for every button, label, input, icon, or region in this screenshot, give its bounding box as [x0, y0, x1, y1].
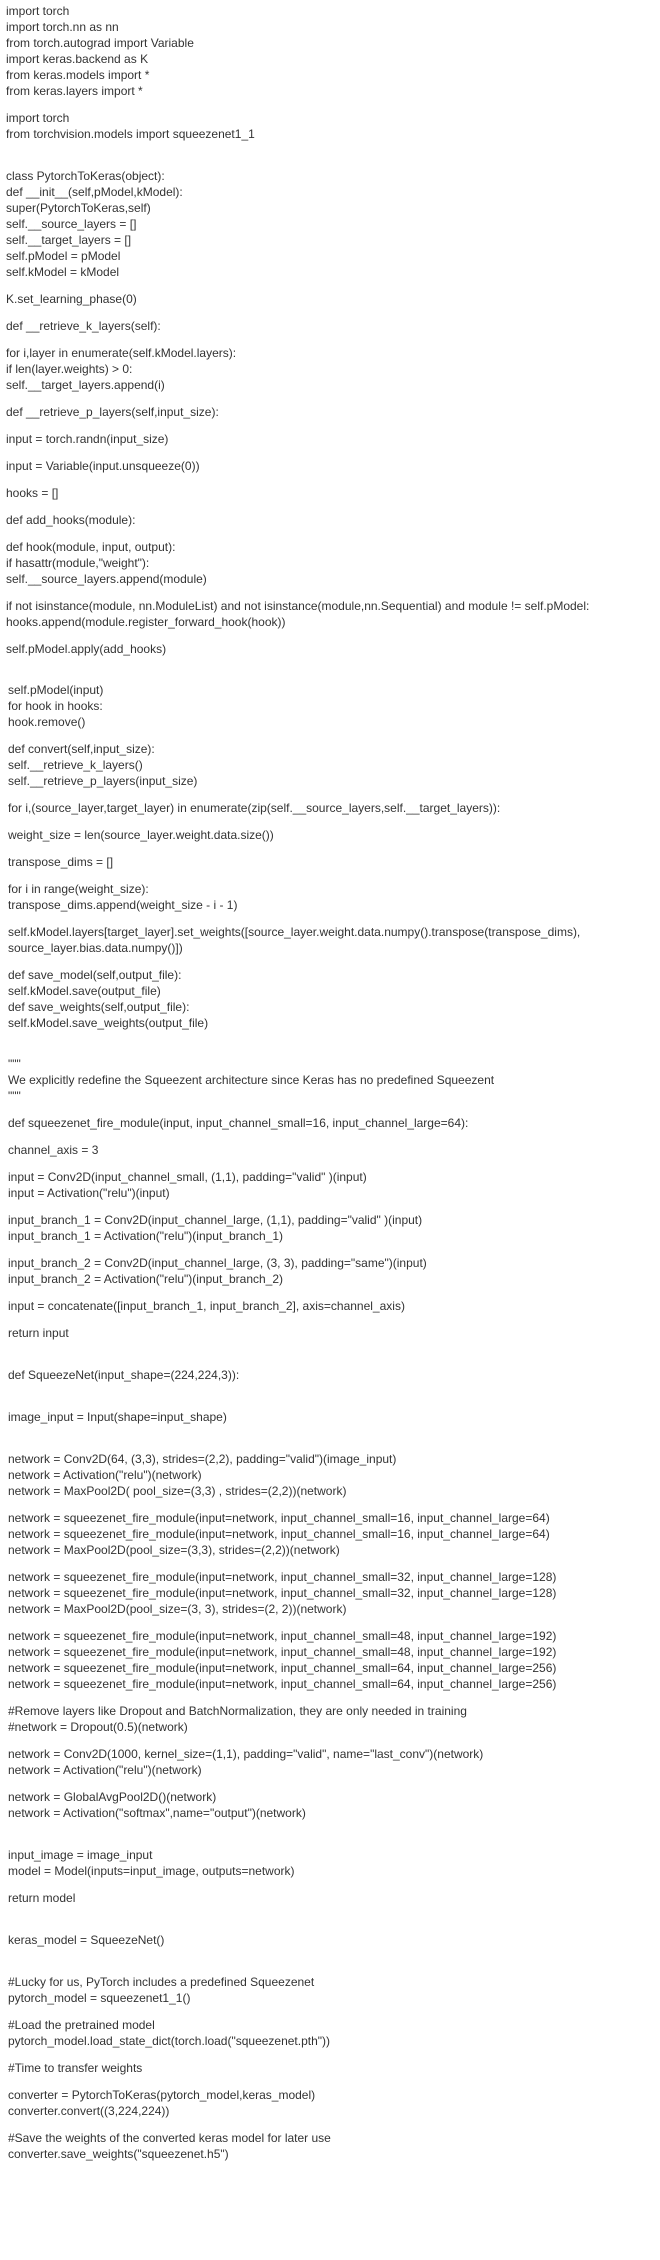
code-line: network = squeezenet_fire_module(input=network, input_channel_small=32, input_channel_large=128) — [8, 1570, 557, 1584]
code-line: #Load the pretrained model — [8, 2018, 155, 2032]
code-line: network = MaxPool2D(pool_size=(3,3), strides=(2,2))(network) — [8, 1543, 340, 1557]
code-line: input_branch_1 = Conv2D(input_channel_large, (1,1), padding="valid" )(input) — [8, 1213, 423, 1227]
code-line: if len(layer.weights) > 0: — [6, 362, 133, 376]
code-line: converter.save_weights("squeezenet.h5") — [8, 2147, 229, 2161]
code-line: self.pModel(input) — [8, 683, 104, 697]
code-line: from torch.autograd import Variable — [6, 36, 194, 50]
code-line: channel_axis = 3 — [8, 1143, 99, 1157]
code-line: super(PytorchToKeras,self) — [6, 201, 151, 215]
code-line: input_image = image_input — [8, 1848, 153, 1862]
code-line: import torch — [6, 4, 70, 18]
code-line: from torchvision.models import squeezenet1_1 — [6, 127, 255, 141]
code-line: input = concatenate([input_branch_1, input_branch_2], axis=channel_axis) — [8, 1299, 405, 1313]
code-line: self.kModel.layers[target_layer].set_weights([source_layer.weight.data.numpy().transpose(transpose_dims), — [8, 925, 581, 939]
code-line: network = squeezenet_fire_module(input=network, input_channel_small=16, input_channel_large=64) — [8, 1511, 550, 1525]
code-line: #Remove layers like Dropout and BatchNormalization, they are only needed in training — [8, 1704, 467, 1718]
code-line: def hook(module, input, output): — [6, 540, 176, 554]
code-line: #Time to transfer weights — [8, 2061, 143, 2075]
code-line: return model — [8, 1891, 76, 1905]
code-line: import torch.nn as nn — [6, 20, 119, 34]
code-line: pytorch_model = squeezenet1_1() — [8, 1991, 191, 2005]
code-line: import keras.backend as K — [6, 52, 149, 66]
code-line: self.__retrieve_p_layers(input_size) — [8, 774, 198, 788]
code-line: from keras.models import * — [6, 68, 150, 82]
code-line: """ — [8, 1089, 21, 1103]
code-line: network = MaxPool2D( pool_size=(3,3) , strides=(2,2))(network) — [8, 1484, 347, 1498]
code-line: def __init__(self,pModel,kModel): — [6, 185, 183, 199]
code-line: input = torch.randn(input_size) — [6, 432, 169, 446]
code-line: self.kModel = kModel — [6, 265, 120, 279]
code-line: self.__source_layers = [] — [6, 217, 137, 231]
code-line: network = Conv2D(1000, kernel_size=(1,1), padding="valid", name="last_conv")(network) — [8, 1747, 484, 1761]
code-line: self.__source_layers.append(module) — [6, 572, 207, 586]
code-line: K.set_learning_phase(0) — [6, 292, 137, 306]
code-line: weight_size = len(source_layer.weight.data.size()) — [8, 828, 274, 842]
code-line: image_input = Input(shape=input_shape) — [8, 1410, 227, 1424]
code-line: keras_model = SqueezeNet() — [8, 1933, 165, 1947]
code-line: input_branch_2 = Activation("relu")(input_branch_2) — [8, 1272, 284, 1286]
code-line: def __retrieve_p_layers(self,input_size): — [6, 405, 219, 419]
code-line: input = Activation("relu")(input) — [8, 1186, 170, 1200]
code-line: def squeezenet_fire_module(input, input_channel_small=16, input_channel_large=64): — [8, 1116, 469, 1130]
code-line: input_branch_1 = Activation("relu")(input_branch_1) — [8, 1229, 284, 1243]
code-line: #network = Dropout(0.5)(network) — [8, 1720, 188, 1734]
code-line: for i,(source_layer,target_layer) in enumerate(zip(self.__source_layers,self.__target_layers)): — [8, 801, 501, 815]
code-line: network = Conv2D(64, (3,3), strides=(2,2), padding="valid")(image_input) — [8, 1452, 397, 1466]
code-line: def __retrieve_k_layers(self): — [6, 319, 161, 333]
code-line: network = squeezenet_fire_module(input=network, input_channel_small=48, input_channel_large=192) — [8, 1629, 557, 1643]
code-line: model = Model(inputs=input_image, outputs=network) — [8, 1864, 295, 1878]
code-line: """ — [8, 1057, 21, 1071]
code-line: converter = PytorchToKeras(pytorch_model,keras_model) — [8, 2088, 316, 2102]
code-line: self.pModel = pModel — [6, 249, 121, 263]
code-line: for i in range(weight_size): — [8, 882, 149, 896]
code-line: from keras.layers import * — [6, 84, 143, 98]
code-line: network = squeezenet_fire_module(input=network, input_channel_small=64, input_channel_large=256) — [8, 1677, 557, 1691]
code-line: #Lucky for us, PyTorch includes a predefined Squeezenet — [8, 1975, 315, 1989]
code-line: self.kModel.save_weights(output_file) — [8, 1016, 209, 1030]
code-line: #Save the weights of the converted keras model for later use — [8, 2131, 331, 2145]
code-line: if not isinstance(module, nn.ModuleList) and not isinstance(module,nn.Sequential) and module != self.pModel: — [6, 599, 590, 613]
code-line: hooks.append(module.register_forward_hook(hook)) — [6, 615, 286, 629]
code-line: import torch — [6, 111, 70, 125]
code-line: network = GlobalAvgPool2D()(network) — [8, 1790, 217, 1804]
code-line: network = MaxPool2D(pool_size=(3, 3), strides=(2, 2))(network) — [8, 1602, 347, 1616]
code-line: def add_hooks(module): — [6, 513, 136, 527]
code-line: hooks = [] — [6, 486, 59, 500]
code-line: converter.convert((3,224,224)) — [8, 2104, 170, 2118]
code-line: network = squeezenet_fire_module(input=network, input_channel_small=64, input_channel_large=256) — [8, 1661, 557, 1675]
code-line: network = squeezenet_fire_module(input=network, input_channel_small=48, input_channel_large=192) — [8, 1645, 557, 1659]
code-line: for i,layer in enumerate(self.kModel.layers): — [6, 346, 237, 360]
code-line: def save_model(self,output_file): — [8, 968, 182, 982]
code-line: network = squeezenet_fire_module(input=network, input_channel_small=16, input_channel_large=64) — [8, 1527, 550, 1541]
code-line: def SqueezeNet(input_shape=(224,224,3)): — [8, 1368, 240, 1382]
code-line: pytorch_model.load_state_dict(torch.load("squeezenet.pth")) — [8, 2034, 331, 2048]
code-line: return input — [8, 1326, 69, 1340]
code-line: for hook in hooks: — [8, 699, 103, 713]
code-line: input_branch_2 = Conv2D(input_channel_large, (3, 3), padding="same")(input) — [8, 1256, 427, 1270]
code-line: self.__retrieve_k_layers() — [8, 758, 143, 772]
code-line: network = Activation("relu")(network) — [8, 1468, 202, 1482]
code-line: transpose_dims = [] — [8, 855, 114, 869]
code-line: input = Conv2D(input_channel_small, (1,1), padding="valid" )(input) — [8, 1170, 367, 1184]
code-line: def convert(self,input_size): — [8, 742, 155, 756]
code-line: network = Activation("relu")(network) — [8, 1763, 202, 1777]
code-line: self.__target_layers = [] — [6, 233, 132, 247]
code-line: network = Activation("softmax",name="output")(network) — [8, 1806, 306, 1820]
code-line: input = Variable(input.unsqueeze(0)) — [6, 459, 200, 473]
code-line: def save_weights(self,output_file): — [8, 1000, 190, 1014]
code-line: transpose_dims.append(weight_size - i - 1) — [8, 898, 238, 912]
code-line: class PytorchToKeras(object): — [6, 169, 165, 183]
code-line: We explicitly redefine the Squeezent architecture since Keras has no predefined Squeezent — [8, 1073, 495, 1087]
code-line: source_layer.bias.data.numpy()]) — [8, 941, 183, 955]
code-line: if hasattr(module,"weight"): — [6, 556, 150, 570]
code-line: self.pModel.apply(add_hooks) — [6, 642, 167, 656]
code-line: self.__target_layers.append(i) — [6, 378, 165, 392]
code-line: network = squeezenet_fire_module(input=network, input_channel_small=32, input_channel_large=128) — [8, 1586, 557, 1600]
code-line: hook.remove() — [8, 715, 86, 729]
code-line: self.kModel.save(output_file) — [8, 984, 161, 998]
